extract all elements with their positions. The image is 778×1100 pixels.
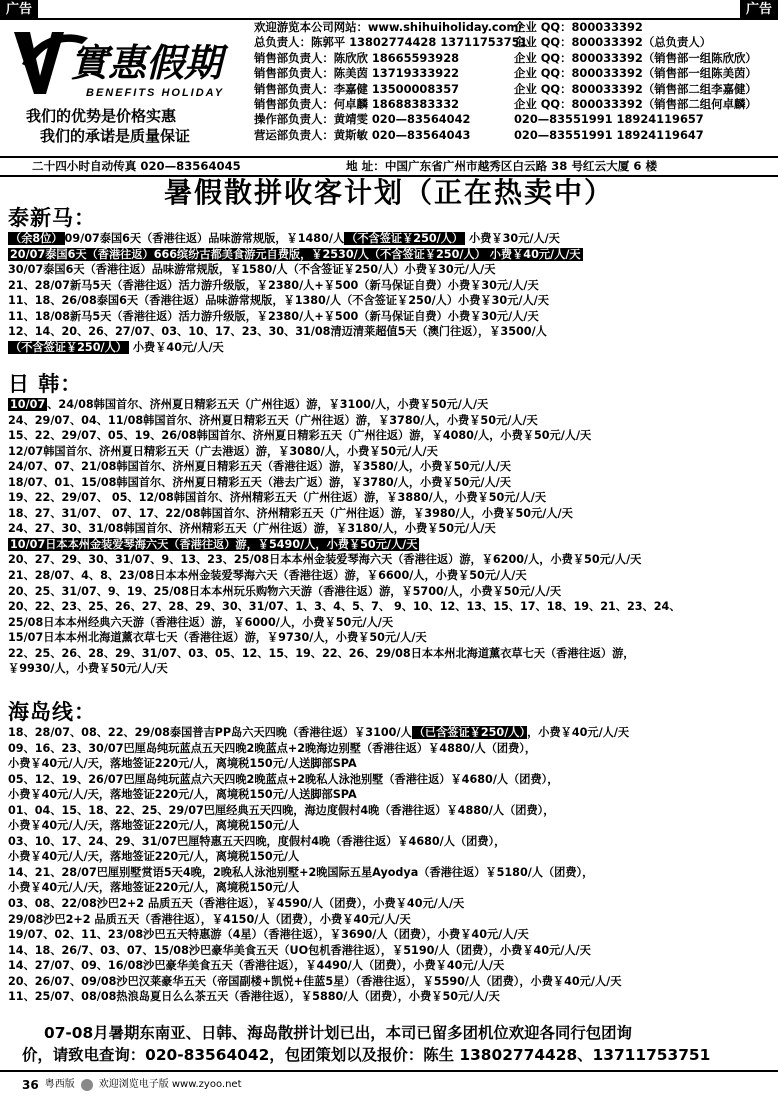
bottom-rule [0,1070,778,1072]
contact-row [254,35,774,50]
contact-qq: 020—83551991 18924119647 [514,127,704,142]
tour-line [0,444,778,460]
tour-section [0,372,778,677]
contact-person: 销售部负责人：陈欣欣 18665593928 [254,50,460,65]
tour-text: 20、22、23、25、26、27、28、29、30、31/07、1、3、4、5、7、 9、10、12、13、15、17、18、19、21、23、24、 [8,600,681,614]
tour-line [0,849,778,865]
tour-line [0,475,778,491]
tour-line [0,309,778,325]
tour-line [0,989,778,1005]
contact-row [254,97,774,112]
tour-line [0,293,778,309]
tour-line [0,568,778,584]
tour-text: 24、29/07、04、11/08韩国首尔、济州夏日精彩五天（广州往返）游，￥3780/人，小费￥50元/人/天 [8,413,538,427]
contact-qq: 企业 QQ：800033392（销售部一组陈欣欣） [514,50,757,65]
footer-line-2: 价，请致电查询：020-83564042，包团策划以及报价：陈生 13802774428、13711753751 [22,1046,711,1064]
tour-text: 18、28/07、08、22、29/08泰国普吉PP岛六天四晚（香港往返）￥3100/人 [8,726,412,739]
tour-line [0,974,778,990]
tour-text: 、24/08韩国首尔、济州夏日精彩五天（广州往返）游，￥3100/人，小费￥50元/人/天 [47,398,489,411]
tour-line [0,958,778,974]
tour-line [0,646,778,662]
contact-qq: 企业 QQ：800033392（销售部一组陈美茵） [514,66,757,81]
tour-line [0,397,778,413]
tour-text: 22、25、26、28、29、31/07、03、05、12、15、19、22、26、29/08日本本州北海道薰衣草七天（香港往返）游， [8,646,635,660]
tour-text: 14、27/07、09、16/08沙巴豪华美食五天（香港往返），￥4490/人（团费），小费￥40元/人/天 [8,959,505,973]
footer-line-1: 07-08月暑期东南亚、日韩、海岛散拼计划已出，本司已留多团机位欢迎各同行包团询 [44,1024,632,1042]
contact-person: 欢迎游览本公司网站：www.shihuiholiday.com/ [254,20,523,34]
address: 地 址：中国广东省广州市越秀区白云路 38 号红云大厦 6 楼 [346,159,658,173]
highlight-text: 20/07泰国6天（香港往返）666缤纷古都美食游元自费版，￥2530/人（不含签证￥250/人） 小费￥40元/人/天 [10,247,581,261]
highlight-text: （不含签证￥250/人） [10,340,127,354]
tour-line [0,943,778,959]
ad-tag-left: 广告 [0,0,38,20]
edition-label: 粤西版 [44,1079,75,1090]
tour-line [0,247,778,263]
contact-person: 销售部负责人：何卓麟 18688383332 [254,96,460,111]
highlight-text: （余8位） [10,232,63,245]
contact-qq: 企业 QQ：800033392（销售部二组李嘉健） [514,81,757,96]
tour-text: 11、25/07、08/08热浪岛夏日么么茶五天（香港往返），￥5880/人（团费），小费￥50元/人/天 [8,990,500,1004]
tour-line [0,428,778,444]
footer-notice [0,1022,778,1066]
tour-text: 21、28/07、4、8、23/08日本本州金装爱琴海六天（香港往返）游，￥6600/人，小费￥50元/人/天 [8,569,527,583]
tour-text: 03、10、17、24、29、31/07巴厘特惠五天四晚，度假村4晚（香港往返）￥4680/人（团费）， [8,834,506,848]
contact-row [254,51,774,66]
tour-text: 12、14、20、26、27/07、03、10、17、23、30、31/08清迈清莱超值5天（澳门往返），￥3500/人 [8,325,547,339]
zyoo-logo-icon [81,1079,93,1091]
tour-line [0,725,778,741]
slogan-line-2: 我们的承诺是质量保证 [40,127,191,145]
contact-row [254,66,774,81]
tour-line [0,340,778,356]
tour-text: 小费￥30元/人/天 [465,232,560,245]
tour-line [0,818,778,834]
tour-text: 09、16、23、30/07巴厘岛纯玩蓝点五天四晚2晚蓝点+2晚海边别墅（香港往返）￥4880/人（团费）， [8,741,537,755]
highlight-text: （已含签证￥250/人） [413,726,526,739]
tour-line [0,521,778,537]
tour-text: 14、18、26/7、03、07、15/08沙巴豪华美食五天（UO包机香港往返），￥5190/人（团费），小费￥40元/人/天 [8,943,591,957]
tour-line [0,537,778,553]
tour-text: 14、21、28/07巴厘别墅赏语5天4晚，2晚私人泳池别墅+2晚国际五星Ayodya（香港往返）￥5180/人（团费）， [8,865,594,879]
tour-text: 15/07日本本州北海道薰衣草七天（香港往返）游，￥9730/人，小费￥50元/人/天 [8,631,427,645]
contact-qq: 企业 QQ：800033392（销售部二组何卓麟） [514,96,757,111]
fax-number: 二十四小时自动传真 020—83564045 [32,159,241,173]
tour-text: 11、18、26/08泰国6天（香港往返）品味游常规版，￥1380/人（不含签证￥250/人）小费￥30元/人/天 [8,294,549,308]
tour-text: 24、27、30、31/08韩国首尔、济州精彩五天（广州往返）游，￥3180/人，小费￥50元/人/天 [8,522,496,536]
tour-line [0,927,778,943]
page-number: 36 [22,1078,39,1092]
tour-text: 12/07韩国首尔、济州夏日精彩五天（广去港返）游，￥3080/人，小费￥50元/人/天 [8,444,438,458]
slogans [26,106,190,146]
tour-text: 18/07、01、15/08韩国首尔、济州夏日精彩五天（港去广返）游，￥3780/人，小费￥50元/人/天 [8,475,511,489]
tour-line [0,615,778,631]
tour-line [0,880,778,896]
tour-line [0,834,778,850]
tour-text: 29/08沙巴2+2 品质五天（香港往返），￥4150/人（团费），小费￥40元/人/天 [8,912,411,926]
tour-text: 09/07泰国6天（香港往返）品味游常规版，￥1480/人 [64,232,345,245]
tour-text: 21、28/07新马5天（香港往返）活力游升级版，￥2380/人+￥500（新马保证自费）小费￥30元/人/天 [8,278,539,292]
tour-text: 30/07泰国6天（香港往返）品味游常规版，￥1580/人（不含签证￥250/人）小费￥30元/人/天 [8,263,496,277]
tour-text: ，小费￥40元/人/天 [527,726,630,739]
tour-line [0,490,778,506]
ad-tag-right: 广告 [740,0,778,20]
tour-text: 20、26/07、09/08沙巴汉莱豪华五天（帝国副楼+凯悦+佳蓝5星）（香港往返），￥5590/人（团费），小费￥40元/人/天 [8,974,622,988]
tour-text: 05、12、19、26/07巴厘岛纯玩蓝点六天四晚2晚蓝点+2晚私人泳池别墅（香港往返）￥4680/人（团费）， [8,772,559,786]
tour-text: 20、27、29、30、31/07、9、13、23、25/08日本本州金装爱琴海六天（香港往返）游，￥6200/人，小费￥50元/人/天 [8,553,642,567]
tour-text: 小费￥40元/人/天，落地签证220元/人，离境税150元/人送脚部SPA [8,757,357,771]
tour-section [0,700,778,1005]
tour-text: 小费￥40元/人/天 [128,340,224,354]
contact-person: 总负责人：陈郭平 13802774428 13711753751 [254,35,528,50]
contact-person: 销售部负责人：李嘉健 13500008357 [254,81,460,96]
highlight-text: 10/07日本本州金装爱琴海六天（香港往返）游，￥5490/人，小费￥50元/人/天 [10,537,418,551]
website-link[interactable]: 欢迎浏览电子版 www.zyoo.net [98,1079,242,1090]
section-heading: 泰新马： [8,206,96,230]
tour-text: 20、25、31/07、9、19、25/08日本本州玩乐购物六天游（香港往返）游，￥5700/人，小费￥50元/人/天 [8,584,562,598]
tour-text: 15、22、29/07、05、19、26/08韩国首尔、济州夏日精彩五天（广州往返）游，￥4080/人，小费￥50元/人/天 [8,429,592,443]
tour-line [0,741,778,757]
tour-line [0,756,778,772]
tour-text: 03、08、22/08沙巴2+2 品质五天（香港往返），￥4590/人（团费），小费￥40元/人/天 [8,897,465,911]
tour-line [0,459,778,475]
page-footer [22,1078,242,1092]
tour-line [0,772,778,788]
tour-line [0,278,778,294]
fax-address-bar [0,156,778,177]
tour-line [0,912,778,928]
tour-line [0,865,778,881]
highlight-text: 10/07 [10,398,46,411]
section-heading: 海岛线： [8,700,96,724]
logo-subtext: BENEFITS HOLIDAY [86,87,225,99]
tour-line [0,661,778,677]
tour-text: 24/07、07、21/08韩国首尔、济州夏日精彩五天（香港往返）游，￥3580/人，小费￥50元/人/天 [8,460,511,474]
company-logo [8,24,240,104]
logo-text: 實惠假期 [70,40,223,85]
contact-qq: 企业 QQ：800033392 [514,20,643,34]
tour-text: 01、04、15、18、22、25、29/07巴厘经典五天四晚，海边度假村4晚（香港往返）￥4880/人（团费）， [8,803,555,817]
tour-line [0,231,778,247]
contact-row [254,82,774,97]
tour-line [0,324,778,340]
tour-line [0,803,778,819]
tour-text: 19、22、29/07、 05、12/08韩国首尔、济州精彩五天（广州往返）游，￥3880/人，小费￥50元/人/天 [8,491,547,505]
tour-text: 小费￥40元/人/天，落地签证220元/人，离境税150元/人 [8,850,300,864]
tour-text: ￥9930/人，小费￥50元/人/天 [8,662,168,676]
section-heading: 日 韩： [8,372,83,396]
tour-text: 小费￥40元/人/天，落地签证220元/人，离境税150元/人 [8,819,300,833]
contact-row [254,112,774,127]
tour-text: 11、18/08新马5天（香港往返）活力游升级版，￥2380/人+￥500（新马保证自费）小费￥30元/人/天 [8,309,539,323]
tour-text: 19/07、02、11、23/08沙巴五天特惠游（4星）（香港往返），￥3690/人（团费），小费￥40元/人/天 [8,928,529,942]
contact-qq: 020—83551991 18924119657 [514,112,704,127]
tour-text: 25/08日本本州经典六天游（香港往返）游，￥6000/人，小费￥50元/人/天 [8,615,394,629]
contact-row [254,128,774,143]
contact-person: 操作部负责人：黄靖雯 020—83564042 [254,112,471,127]
highlight-text: （不含签证￥250/人） [346,232,464,245]
page-title: 暑假散拼收客计划（正在热卖中） [163,176,614,209]
tour-line [0,413,778,429]
tour-line [0,552,778,568]
tour-text: 小费￥40元/人/天，落地签证220元/人，离境税150元/人 [8,881,300,895]
contact-qq: 企业 QQ：800033392（总负责人） [514,35,712,50]
tour-line [0,262,778,278]
tour-line [0,787,778,803]
tour-line [0,584,778,600]
contact-person: 销售部负责人：陈美茵 13719333922 [254,66,460,81]
tour-line [0,630,778,646]
tour-line [0,599,778,615]
tour-text: 小费￥40元/人/天，落地签证220元/人，离境税150元/人送脚部SPA [8,788,357,802]
tour-section [0,206,778,355]
tour-line [0,896,778,912]
slogan-line-1: 我们的优势是价格实惠 [26,107,177,125]
tour-line [0,506,778,522]
contact-row [254,20,774,35]
contact-person: 营运部负责人：黄斯敏 020—83564043 [254,127,471,142]
contact-list [254,20,774,143]
tour-text: 18、27、31/07、 07、17、22/08韩国首尔、济州精彩五天（广州往返）游，￥3980/人，小费￥50元/人/天 [8,506,573,520]
